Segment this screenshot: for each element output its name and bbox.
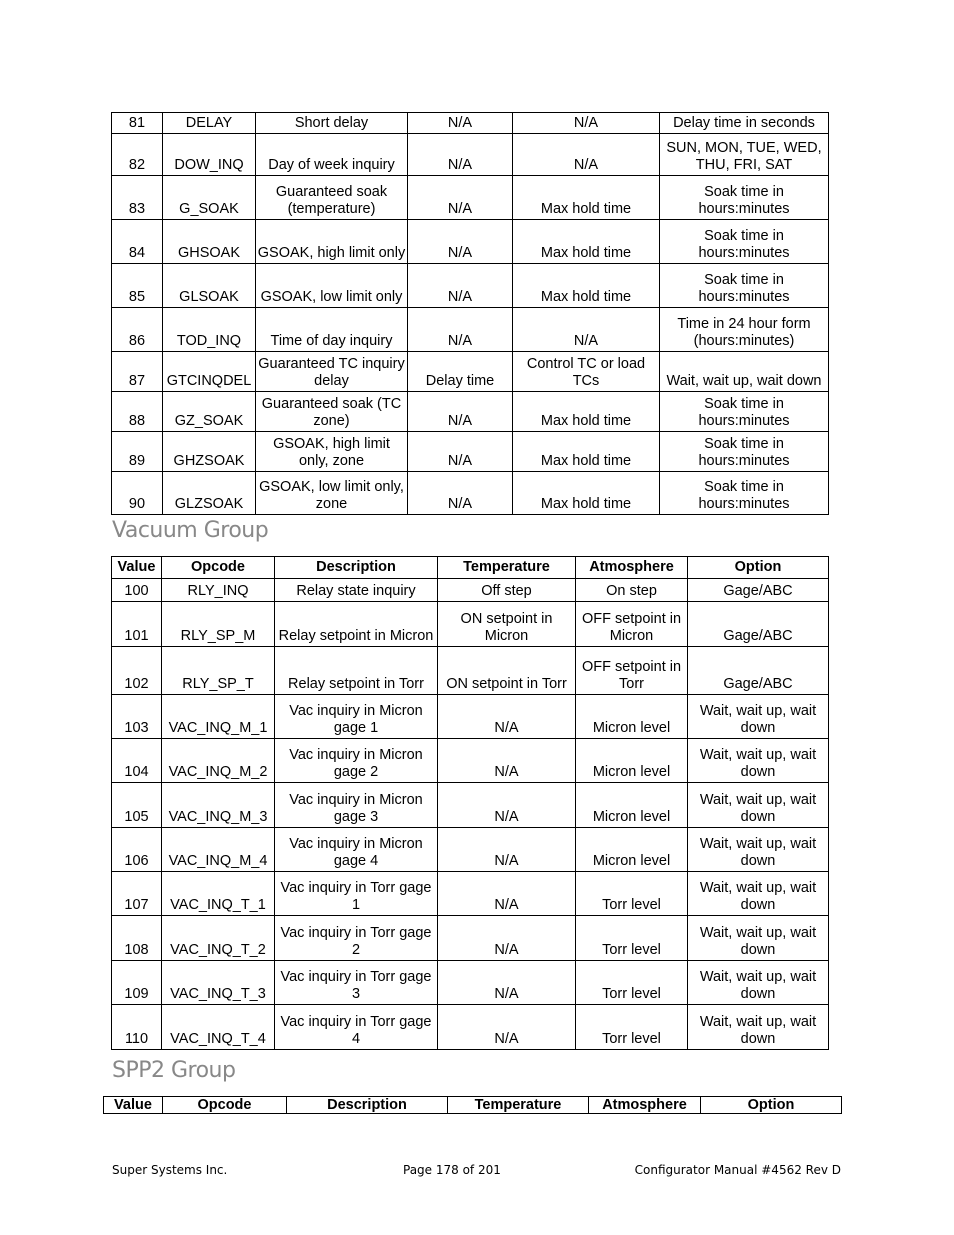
cell-atmosphere: Max hold time	[513, 220, 660, 264]
cell-value: 105	[112, 783, 162, 828]
cell-temperature: N/A	[408, 176, 513, 220]
header-atmosphere: Atmosphere	[589, 1097, 701, 1114]
cell-value: 110	[112, 1005, 162, 1050]
cell-temperature: Delay time	[408, 352, 513, 392]
vacuum-group-table	[111, 556, 829, 1050]
table-row	[112, 828, 829, 872]
header-description: Description	[275, 557, 438, 579]
cell-temperature: N/A	[408, 432, 513, 472]
cell-value: 82	[112, 134, 163, 176]
table-row	[112, 783, 829, 828]
cell-atmosphere: Torr level	[576, 961, 688, 1005]
table-row	[112, 352, 829, 392]
cell-opcode: VAC_INQ_M_3	[162, 783, 275, 828]
vacuum-group-title: Vacuum Group	[112, 518, 269, 543]
cell-option: Wait, wait up, wait down	[688, 828, 829, 872]
cell-atmosphere: Max hold time	[513, 472, 660, 515]
cell-opcode: DELAY	[163, 113, 256, 134]
cell-description: Vac inquiry in Micron gage 4	[275, 828, 438, 872]
cell-value: 106	[112, 828, 162, 872]
cell-option: Gage/ABC	[688, 647, 829, 695]
cell-description: Guaranteed soak (temperature)	[256, 176, 408, 220]
header-opcode: Opcode	[162, 557, 275, 579]
cell-temperature: Off step	[438, 579, 576, 602]
cell-description: Vac inquiry in Torr gage 4	[275, 1005, 438, 1050]
cell-opcode: VAC_INQ_M_1	[162, 695, 275, 739]
table-row	[112, 432, 829, 472]
cell-opcode: VAC_INQ_T_4	[162, 1005, 275, 1050]
cell-description: Vac inquiry in Torr gage 2	[275, 916, 438, 961]
cell-opcode: RLY_INQ	[162, 579, 275, 602]
cell-temperature: N/A	[438, 872, 576, 916]
table-row	[112, 264, 829, 308]
cell-value: 83	[112, 176, 163, 220]
cell-atmosphere: Micron level	[576, 828, 688, 872]
header-temperature: Temperature	[438, 557, 576, 579]
cell-atmosphere: Torr level	[576, 872, 688, 916]
cell-description: Guaranteed TC inquiry delay	[256, 352, 408, 392]
table-row	[112, 916, 829, 961]
cell-description: GSOAK, high limit only, zone	[256, 432, 408, 472]
cell-opcode: RLY_SP_M	[162, 602, 275, 647]
cell-atmosphere: Max hold time	[513, 264, 660, 308]
cell-opcode: VAC_INQ_T_2	[162, 916, 275, 961]
cell-option: Wait, wait up, wait down	[688, 695, 829, 739]
table-row	[112, 579, 829, 602]
cell-atmosphere: Micron level	[576, 783, 688, 828]
cell-opcode: GHZSOAK	[163, 432, 256, 472]
table-row	[112, 176, 829, 220]
table-row	[112, 113, 829, 134]
cell-atmosphere: OFF setpoint in Torr	[576, 647, 688, 695]
table-row	[112, 961, 829, 1005]
cell-value: 104	[112, 739, 162, 783]
cell-temperature: N/A	[408, 308, 513, 352]
cell-description: Relay setpoint in Micron	[275, 602, 438, 647]
table-row	[112, 647, 829, 695]
table-row	[112, 134, 829, 176]
opcode-table-continued	[111, 112, 829, 515]
cell-value: 81	[112, 113, 163, 134]
cell-option: Wait, wait up, wait down	[688, 783, 829, 828]
cell-description: Day of week inquiry	[256, 134, 408, 176]
cell-value: 101	[112, 602, 162, 647]
cell-option: Wait, wait up, wait down	[660, 352, 829, 392]
header-option: Option	[688, 557, 829, 579]
spp2-group-table	[103, 1096, 842, 1114]
cell-atmosphere: OFF setpoint in Micron	[576, 602, 688, 647]
cell-option: Time in 24 hour form (hours:minutes)	[660, 308, 829, 352]
cell-value: 88	[112, 392, 163, 432]
cell-opcode: VAC_INQ_M_2	[162, 739, 275, 783]
cell-atmosphere: Max hold time	[513, 392, 660, 432]
table-row	[112, 872, 829, 916]
table-row	[112, 308, 829, 352]
cell-description: Vac inquiry in Torr gage 3	[275, 961, 438, 1005]
cell-option: SUN, MON, TUE, WED, THU, FRI, SAT	[660, 134, 829, 176]
cell-option: Soak time in hours:minutes	[660, 472, 829, 515]
cell-value: 89	[112, 432, 163, 472]
cell-description: GSOAK, high limit only	[256, 220, 408, 264]
cell-temperature: N/A	[438, 783, 576, 828]
table-row	[112, 392, 829, 432]
header-option: Option	[701, 1097, 842, 1114]
cell-option: Soak time in hours:minutes	[660, 432, 829, 472]
cell-opcode: GZ_SOAK	[163, 392, 256, 432]
cell-description: Relay state inquiry	[275, 579, 438, 602]
header-opcode: Opcode	[163, 1097, 287, 1114]
cell-atmosphere: Max hold time	[513, 432, 660, 472]
cell-atmosphere: Torr level	[576, 1005, 688, 1050]
table-row	[112, 472, 829, 515]
cell-temperature: N/A	[408, 220, 513, 264]
table-row	[112, 695, 829, 739]
cell-value: 103	[112, 695, 162, 739]
cell-option: Soak time in hours:minutes	[660, 220, 829, 264]
cell-atmosphere: Micron level	[576, 739, 688, 783]
cell-description: GSOAK, low limit only, zone	[256, 472, 408, 515]
cell-temperature: ON setpoint in Micron	[438, 602, 576, 647]
cell-option: Wait, wait up, wait down	[688, 1005, 829, 1050]
cell-value: 84	[112, 220, 163, 264]
cell-temperature: N/A	[438, 739, 576, 783]
cell-temperature: N/A	[438, 828, 576, 872]
cell-description: Vac inquiry in Torr gage 1	[275, 872, 438, 916]
cell-temperature: N/A	[408, 134, 513, 176]
table-row	[112, 602, 829, 647]
cell-option: Delay time in seconds	[660, 113, 829, 134]
cell-value: 86	[112, 308, 163, 352]
footer-page-number: Page 178 of 201	[403, 1163, 501, 1177]
cell-option: Wait, wait up, wait down	[688, 916, 829, 961]
table-header-row	[112, 557, 829, 579]
header-description: Description	[287, 1097, 448, 1114]
cell-option: Soak time in hours:minutes	[660, 392, 829, 432]
cell-opcode: TOD_INQ	[163, 308, 256, 352]
cell-value: 107	[112, 872, 162, 916]
cell-temperature: N/A	[438, 916, 576, 961]
cell-opcode: VAC_INQ_T_1	[162, 872, 275, 916]
cell-option: Soak time in hours:minutes	[660, 176, 829, 220]
header-atmosphere: Atmosphere	[576, 557, 688, 579]
cell-value: 108	[112, 916, 162, 961]
cell-description: Vac inquiry in Micron gage 3	[275, 783, 438, 828]
cell-value: 90	[112, 472, 163, 515]
cell-atmosphere: Max hold time	[513, 176, 660, 220]
cell-opcode: DOW_INQ	[163, 134, 256, 176]
cell-option: Wait, wait up, wait down	[688, 739, 829, 783]
cell-atmosphere: Micron level	[576, 695, 688, 739]
cell-temperature: N/A	[438, 695, 576, 739]
footer-manual-title: Configurator Manual #4562 Rev D	[634, 1163, 841, 1177]
cell-value: 109	[112, 961, 162, 1005]
cell-description: Guaranteed soak (TC zone)	[256, 392, 408, 432]
cell-option: Gage/ABC	[688, 579, 829, 602]
cell-value: 100	[112, 579, 162, 602]
cell-value: 87	[112, 352, 163, 392]
spp2-group-title: SPP2 Group	[112, 1058, 236, 1083]
cell-value: 102	[112, 647, 162, 695]
cell-opcode: VAC_INQ_M_4	[162, 828, 275, 872]
header-value: Value	[112, 557, 162, 579]
cell-atmosphere: N/A	[513, 113, 660, 134]
cell-value: 85	[112, 264, 163, 308]
cell-atmosphere: N/A	[513, 308, 660, 352]
cell-atmosphere: On step	[576, 579, 688, 602]
cell-temperature: ON setpoint in Torr	[438, 647, 576, 695]
cell-description: Time of day inquiry	[256, 308, 408, 352]
cell-opcode: G_SOAK	[163, 176, 256, 220]
cell-description: Relay setpoint in Torr	[275, 647, 438, 695]
cell-opcode: RLY_SP_T	[162, 647, 275, 695]
cell-temperature: N/A	[408, 264, 513, 308]
table-row	[112, 220, 829, 264]
cell-atmosphere: Control TC or load TCs	[513, 352, 660, 392]
cell-opcode: GHSOAK	[163, 220, 256, 264]
cell-option: Gage/ABC	[688, 602, 829, 647]
cell-option: Soak time in hours:minutes	[660, 264, 829, 308]
header-value: Value	[104, 1097, 163, 1114]
cell-opcode: GTCINQDEL	[163, 352, 256, 392]
cell-description: Vac inquiry in Micron gage 1	[275, 695, 438, 739]
cell-opcode: VAC_INQ_T_3	[162, 961, 275, 1005]
table-row	[112, 739, 829, 783]
cell-temperature: N/A	[438, 961, 576, 1005]
header-temperature: Temperature	[448, 1097, 589, 1114]
cell-description: Short delay	[256, 113, 408, 134]
cell-temperature: N/A	[408, 113, 513, 134]
cell-option: Wait, wait up, wait down	[688, 872, 829, 916]
table-header-row	[104, 1097, 842, 1114]
cell-option: Wait, wait up, wait down	[688, 961, 829, 1005]
cell-description: GSOAK, low limit only	[256, 264, 408, 308]
cell-description: Vac inquiry in Micron gage 2	[275, 739, 438, 783]
table-row	[112, 1005, 829, 1050]
cell-opcode: GLZSOAK	[163, 472, 256, 515]
cell-atmosphere: Torr level	[576, 916, 688, 961]
footer-company: Super Systems Inc.	[112, 1163, 228, 1177]
cell-atmosphere: N/A	[513, 134, 660, 176]
cell-temperature: N/A	[408, 392, 513, 432]
cell-temperature: N/A	[438, 1005, 576, 1050]
cell-temperature: N/A	[408, 472, 513, 515]
cell-opcode: GLSOAK	[163, 264, 256, 308]
